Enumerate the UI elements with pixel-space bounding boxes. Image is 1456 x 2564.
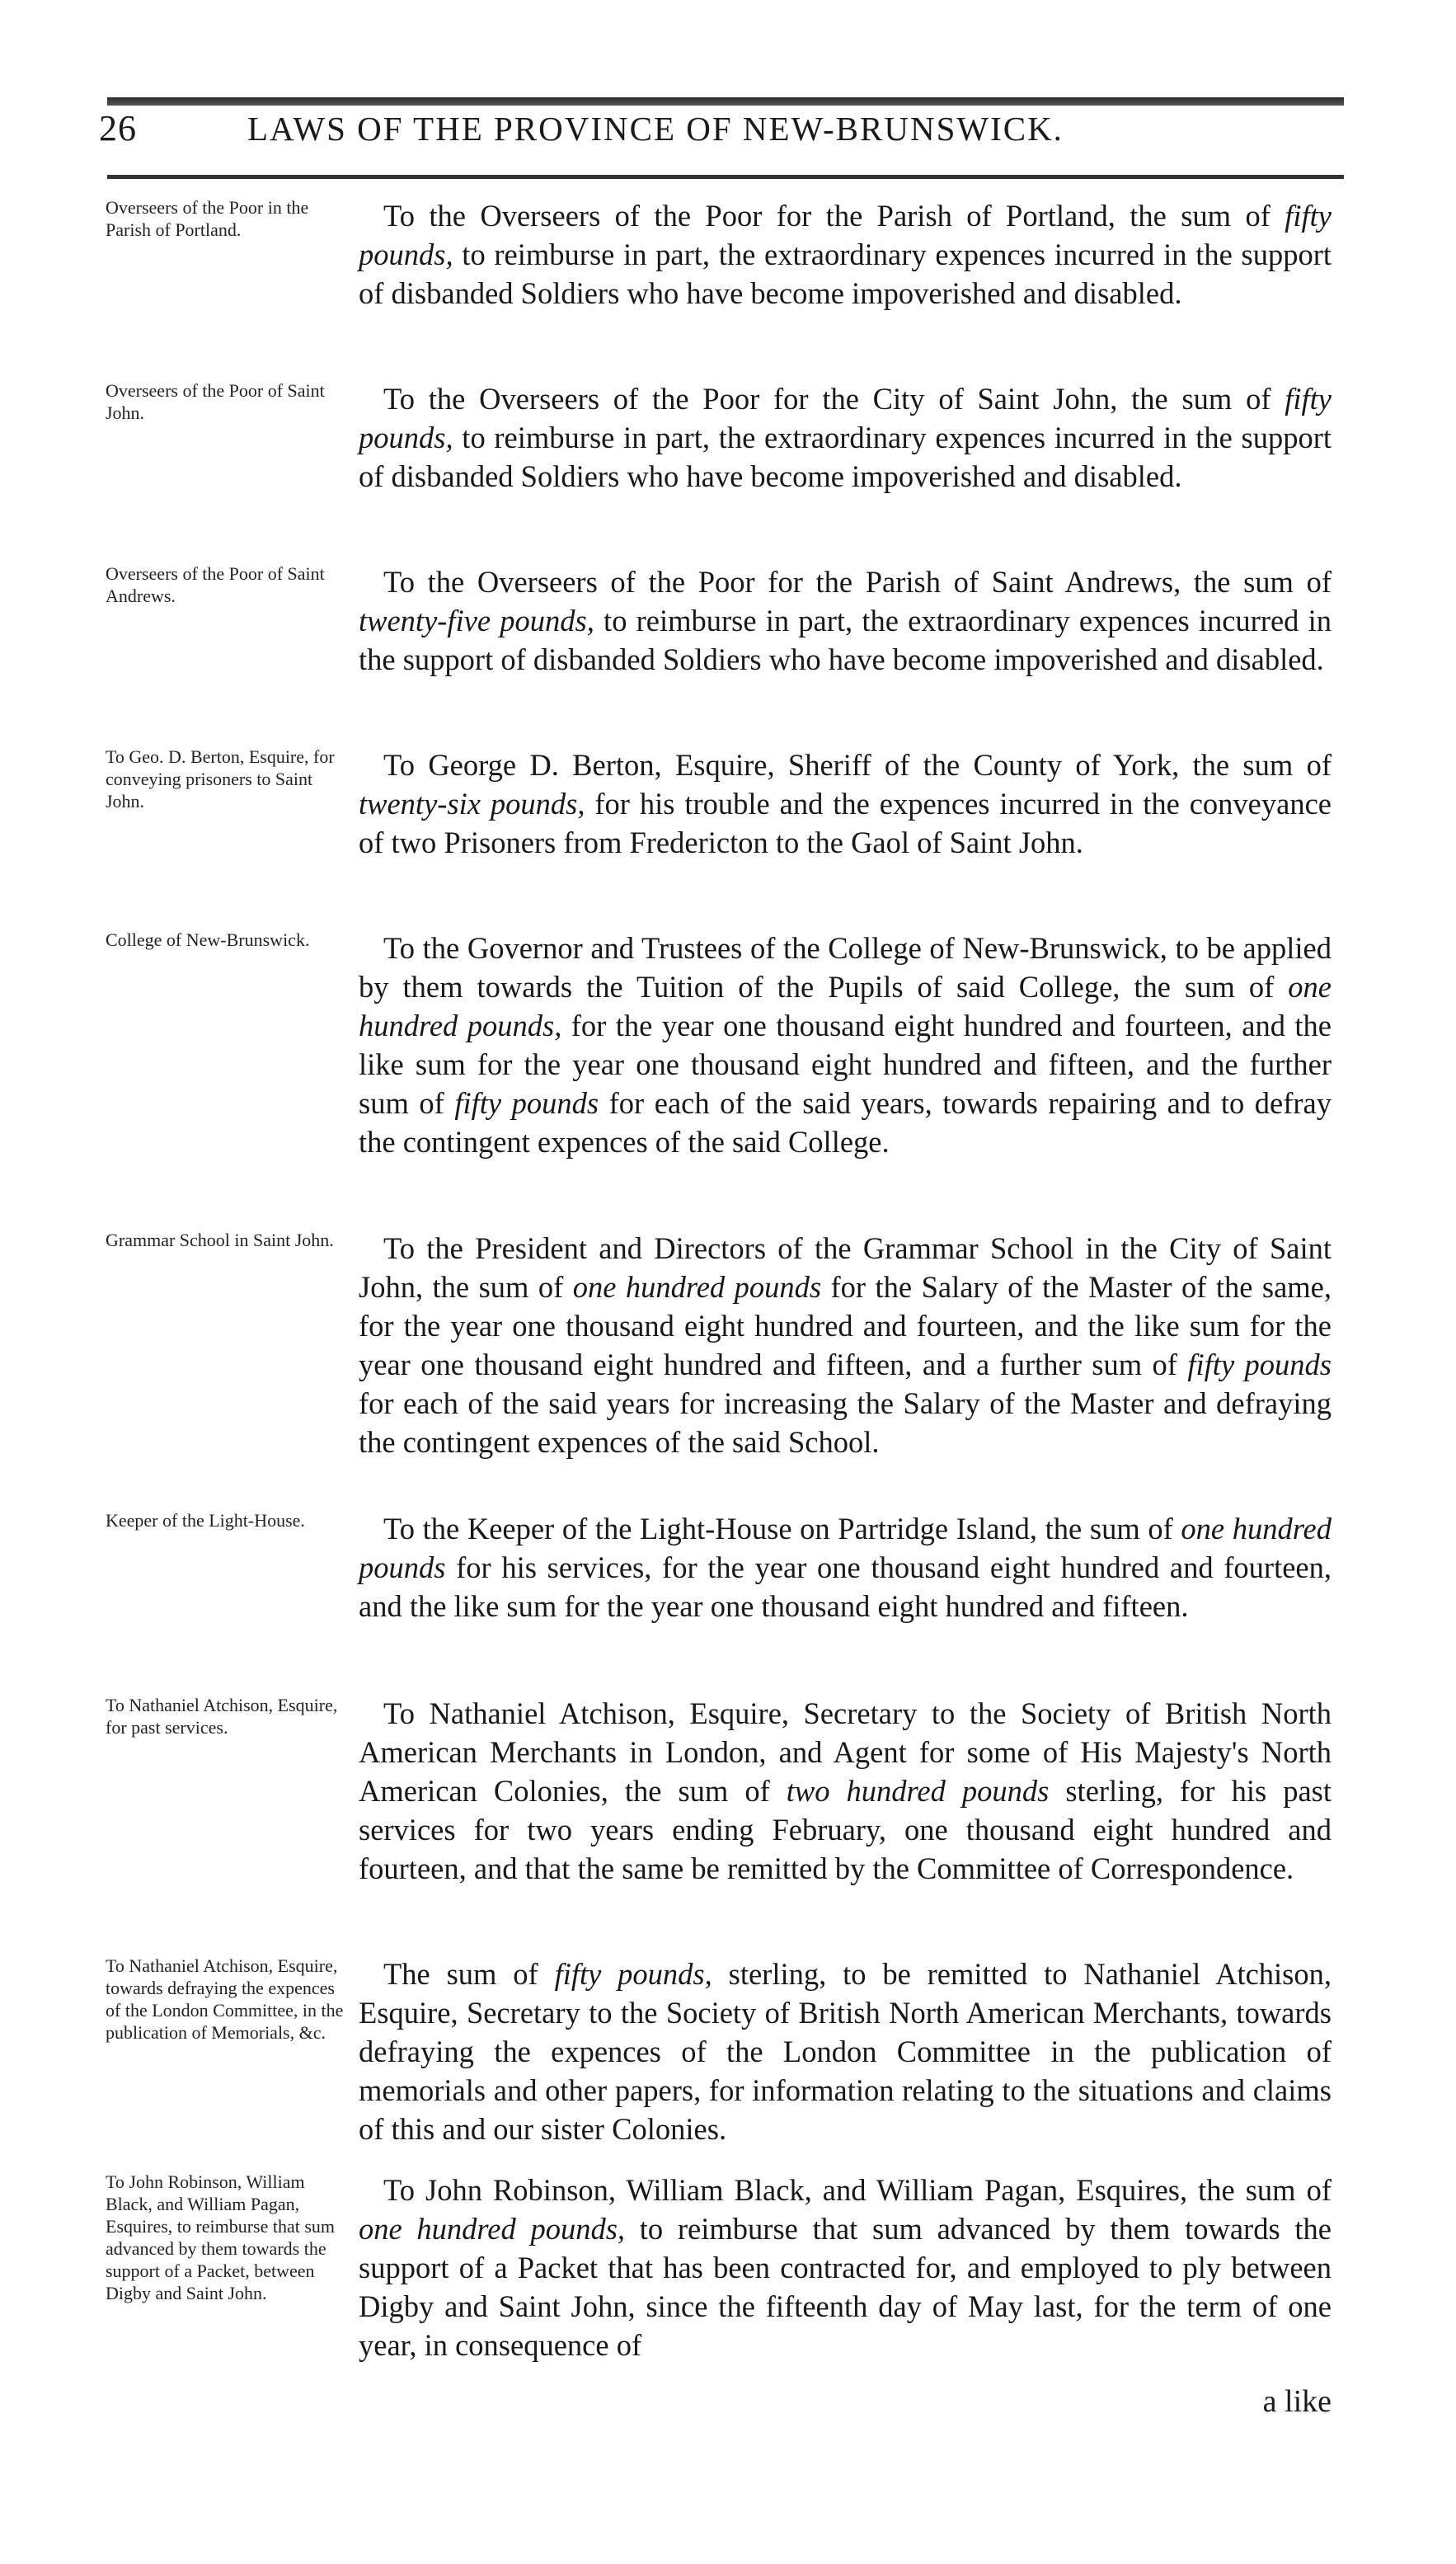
amount: twenty-five pounds, (359, 604, 594, 637)
marginal-note: To Nathaniel Atchison, Esquire, for past services. (106, 1695, 338, 1738)
marginal-note: Grammar School in Saint John. (106, 1230, 334, 1250)
marginal-note: Keeper of the Light-House. (106, 1510, 305, 1531)
amount: one hundred pounds (572, 1270, 822, 1304)
entry-text: To the President and Directors of the Grammar School in the City of Saint John, the sum of one hundred pounds for the Salary of the Master of the same, for the year one thousand eight hundred and fourteen, and the like sum for the year one thousand eight hundred and fifteen, and a further sum of fifty pounds for each of the said years for increasing the Salary of the Master and defraying the contingent expences of the said School. (359, 1231, 1332, 1459)
amount: one hundred pounds, (359, 2212, 626, 2246)
entry-text: To the Governor and Trustees of the College of New-Brunswick, to be applied by them towards the Tuition of the Pupils of said College, the sum of one hundred pounds, for the year one thousand eight hundred and fourteen, and the like sum for the year one thousand eight hundred and fifteen, and the further sum of fifty pounds for each of the said years, towards repairing and to defray the contingent expences of the said College. (359, 931, 1332, 1159)
amount: one hundred pounds (359, 1512, 1332, 1584)
entry-text: To the Overseers of the Poor for the City of Saint John, the sum of fifty pounds, to reimburse in part, the extraordinary expences incurred in the support of disbanded Soldiers who have become impoverished and disabled. (359, 382, 1332, 493)
header-rule-top (107, 97, 1344, 106)
page-number: 26 (99, 108, 137, 148)
amount: fifty pounds, (359, 199, 1332, 271)
amount: one hundred pounds, (359, 970, 1332, 1042)
amount: fifty pounds (1187, 1348, 1332, 1381)
amount: two hundred pounds (786, 1774, 1050, 1808)
marginal-note: Overseers of the Poor of Saint Andrews. (106, 563, 325, 606)
amount: twenty-six pounds, (359, 787, 585, 821)
entry-text: To the Overseers of the Poor for the Parish of Saint Andrews, the sum of twenty-five pounds, to reimburse in part, the extraordinary expences incurred in the support of disbanded Soldiers who have become impoverished and disabled. (359, 565, 1332, 676)
marginal-note: To John Robinson, William Black, and William Pagan, Esquires, to reimburse that sum advanced by them towards the support of a Packet, between Digby and Saint John. (106, 2171, 336, 2303)
amount: fifty pounds (454, 1086, 599, 1120)
entry-text: To George D. Berton, Esquire, Sheriff of the County of York, the sum of twenty-six pounds, for his trouble and the expences incurred in the conveyance of two Prisoners from Fredericton to the Gaol of Saint John. (359, 748, 1332, 859)
entry-text: To Nathaniel Atchison, Esquire, Secretary to the Society of British North American Merchants in London, and Agent for some of His Majesty's North American Colonies, the sum of two hundred pounds sterling, for his past services for two years ending February, one thousand eight hundred and fourteen, and that the same be remitted by the Committee of Correspondence. (359, 1696, 1332, 1885)
marginal-note: To Nathaniel Atchison, Esquire, towards defraying the expences of the London Committee, in the publication of Memorials, &c. (106, 1955, 344, 2043)
marginal-note: College of New-Brunswick. (106, 929, 310, 950)
marginal-note: To Geo. D. Berton, Esquire, for conveying prisoners to Saint John. (106, 746, 335, 812)
header-rule-bottom (107, 175, 1344, 179)
amount: fifty pounds, (359, 382, 1332, 454)
running-head: LAWS OF THE PROVINCE OF NEW-BRUNSWICK. (247, 110, 1064, 148)
entry-text: To the Overseers of the Poor for the Parish of Portland, the sum of fifty pounds, to reimburse in part, the extraordinary expences incurred in the support of disbanded Soldiers who have become impoverished and disabled. (359, 199, 1332, 310)
amount: fifty pounds, (554, 1957, 712, 1991)
marginal-note: Overseers of the Poor of Saint John. (106, 380, 325, 423)
entry-text: The sum of fifty pounds, sterling, to be remitted to Nathaniel Atchison, Esquire, Secretary to the Society of British North American Merchants, towards defraying the expences of the London Committee in the publication of memorials and other papers, for information relating to the situations and claims of this and our sister Colonies. (359, 1957, 1332, 2146)
marginal-note: Overseers of the Poor in the Parish of Portland. (106, 197, 309, 240)
entry-text: To John Robinson, William Black, and William Pagan, Esquires, the sum of one hundred pounds, to reimburse that sum advanced by them towards the support of a Packet that has been contracted for, and employed to ply between Digby and Saint John, since the fifteenth day of May last, for the term of one year, in consequence of (359, 2173, 1332, 2362)
catchword: a like (1262, 2384, 1332, 2419)
entry-text: To the Keeper of the Light-House on Partridge Island, the sum of one hundred pounds for his services, for the year one thousand eight hundred and fourteen, and the like sum for the year one thousand eight hundred and fifteen. (359, 1512, 1332, 1623)
